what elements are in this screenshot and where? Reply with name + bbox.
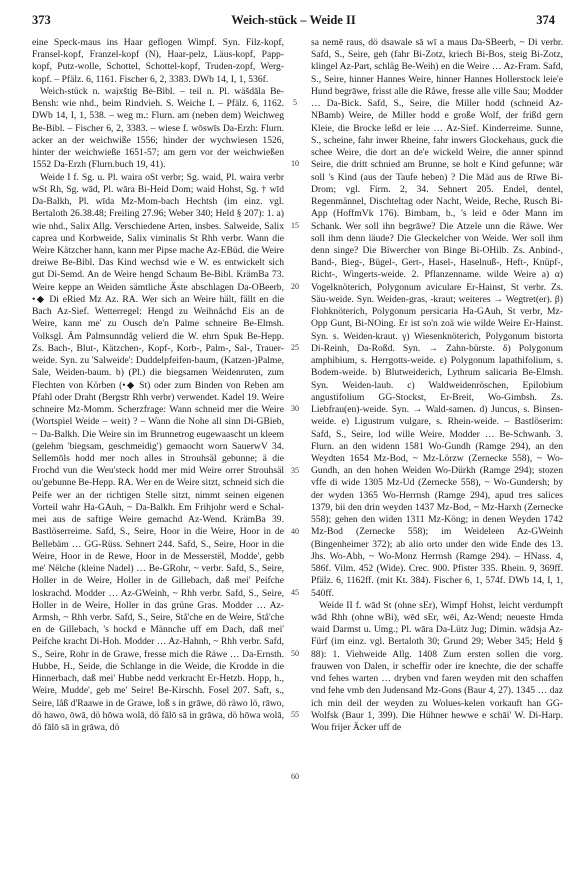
right-column bbox=[311, 37, 563, 734]
header-title: Weich-stück – Weide II bbox=[231, 13, 356, 27]
running-header bbox=[32, 13, 555, 29]
entry-paragraph: Weide II f. wād St (ohne sEr), Wimpf Hohst, leicht verdumpft wād Rhh (ohne wBi), wēd sEr, wēi, Az-Wend; neueste Hmda waid Darmst u. Umg.; Pl. wāra Da-Lütz Jug; Dimin. wādsja Az-Fürf (im einz. vgl. Bertaloth 30; Grund 29; Weber 345; Held § 88): 1. Viehweide Allg. 1408 Zum ersten sollen die vorg. frauwen von Dalen, ir scheffir oder ire knechte, die der schaffe vnd fehes warten … dryben vnd faren weyden mit den schaffen vnd fehe vmb den Judensand Mz-Gons (Baur 4, 27). 1345 … daz ich min deil der weyden zu Wolues-kelen vorkauft han GG-Wolfsk (Baur 1, 399). Die Hühner hewwe e schāi' W. Di-Harp. Wou frijer Äcker uff de bbox=[311, 599, 563, 734]
entry-paragraph: Weich-stück n. waịxštig Be-Bibl. – teil n. Pl. wäšdăla Be-Bensh: wie nhd., beim Rindvieh. S. Weiche I. – Pfälz. 6, 1162. DWb 14, I, 1, 538. – weg m.: Flurn. am (neben dem) Weichweg Be-Bibl. – Fischer 6, 2, 3383. – wiese f. wōswīs Da-Erzh: Flurn. acker an der weichwiße 1556; hinder der wychwiesen 1526, hinter der weichwieße 1651-57; am gern vor der weichwießen 1552 Da-Erzh (Flurn.buch 19, 41). bbox=[32, 85, 284, 171]
line-number: 50 bbox=[291, 649, 299, 658]
entry-paragraph: sa nemē raus, dö dsawale sā wī a maus Da-SBeerb, ~ Di verbr. Safd, S., Seire, geh (fahr Bi-Zotz, kriech Bi-Bos, steig Bi-Zotz, klingel Az-Part, schläg Be-Weih) en die Weire … Az-Fram. Safd, S., Seire, hinner Hannes Weire, hinner Hannes Hollerstock leie'e Hund begrāwe, frisst alle die Råwe, fresse alle ville Sau; Modder … Da-Bick. Safd, S., Seire, die Miller hodd (schneid Az-NBamb) Weire, de Miller hodd e große Wolf, der frißd gern Kleie, die Brocke leßd er leie … Az-Sief. Kinderreime. Sunne, S., scheine, fahr inwer Rheine, fahr inwers Glockehaus, guck die schee Weire, die dort an de'e wickeld Weire, die anner spinnd Seire, die dritt schnied am Brunne, se holt e Kind gefunne; wār soll 's Kind (aus der Taufe heben) ? Die Mäd aus de Rīwe Bi-Drom; vgl. Firm. 2, 34. Sehnert 205. Endel, dentel, Regenmännel, Dischteltag oder Nacht, Weide, Reche, Rusch Bi-App (HoffmVk 176). Bimbam, b., 's leid e ōder Mann im Schank. Wer soll ihn begrāwe? Die Atzele unn die Räwe. Wer soll ihm denn läude? Die Gleckelcher von Weide. Wer soll ihm denn singe? Die Bïwercher von Binge Bi-OHilb. Zs. Anbind-, Band-, Bieg-, Bügel-, Gert-, Hasel-, Haselnuß-, Heft-, Knüpf-, Richt-, Wingerts-weide. 2. Pflanzenname. wilde Weire a) α) Vogelknöterich, Polygonum aviculare Er-Hainst, St verbr. Zs. Säu-weide. Syn. Weiden-gras, -kraut; weiteres → Wegtret(er). β) Flohknöterich, Polygonum persicaria Ha-GAuh, St verbr, Mz-Opp Gunt, Bi-NOing. Er ist so'n zoä wie wilde Weire Er-Hainst. Syn. s. Weiden-kraut. γ) Wiesenknöterich, Polygonum bistorta Di-Reinh, Da-Roßd. Syn. → Zahn-bürste. δ) Polygonum amphibium, s. Herrgotts-weide. ε) Polygonum lapathifolium, s. Bodem-weide. b) Blutweiderich, Lythrum salicaria Be-Elmsh. Syn. Weiden-laub. c) Waldweidenröschen, Epilobium angustifolium GG-Stockst, Er-Breit, Wo-Gimbsh. Zs. Liebfrau(en)-weide. Syn. → Wald-samen. d) Juncus, s. Binsen-weide. e) Ligustrum vulgare, s. Rhein-weide. – Bastlöserim: Safd, S., Seire, lod wille Weire. Modder … Be-Schwanh. 3. Flurn. an den widenn 1581 Wo-Gundh (Ramge 294), an den Weydten 1654 Mz-Bod, ~ Mz-Lörzw (Zernecke 558), ~ Wo-Gundh, an den hohen Weiden Wo-Dürkh (Ramge 294); stozen vffe di wide 1305 Mz-Ud (Zernecke 558), ~ Wo-Gundersh; by der wyden 1365 Wo-Herrnsh (Ramge 294), apud tres salices 1379, bii den drin weyden 1437 Mz-Bod, ~ Mz-Harxh (Zernecke 558); gehen den widen 1311 Mz-Köng; in denen Weyden 1742 Mz-Bod (Zernecke 558); im Weideleen Az-GWeinh (Bingenheimer 372); ab alio orto under den wide Ende des 13. Jhs. Wo-Abh, ~ Wo-Monz Herrnsh (Ramge 294). – HNass. 4, 586f. Vilm. 452 (Wide). Crec. 900. Pfister 335. Rhein. 9, 369ff. Pfälz. 6, 1162ff. (mit Kt. 384). Fischer 6, 1, 574f. DWb 14, I, 1, 540ff. bbox=[311, 37, 563, 599]
line-number: 20 bbox=[291, 282, 299, 291]
line-number: 10 bbox=[291, 159, 299, 168]
entry-paragraph: Weide I f. Sg. u. Pl. waira oSt verbr; Sg. waid, Pl. waira verbr wSt Rh, Sg. wād, Pl. wāra Bi-Heid Dom; waid Hohst, Sg. † wīd Da-Balkh, Pl. wīda Mz-Mom-bach Hechtsh (im einz. vgl. Bertaloth 26.38.48; Freiling 27.96; Weber 340; Held § 207): 1. a) wie nhd., Salix Allg. Verschiedene Arten, insbes. Salweide, Salix caprea und Korbweide, Salix viminalis St Rhh verbr. Wann die Weire Kätzcher hann, kann mer Pipse mache Az-EBüd. die Weire dreiwe Be-Bibl. Das Kind wechsd wie e W. es entwickelt sich gut Di-Semd. An de Weire hengd Schaum Be-Bibl. KrämBa 73. Weire keppe an Weiden sämtliche Äste abschlagen Da-OBeerb, •◆ Di eRied Mz Az. RA. Wer sich an Weire hält, fällt en die Bach Az-Sief. Wetterregel: Hengd zu Weihnåchd Eis an de Weire, kann me' zu Ousch de'n Palme schneire Be-Elmsh. Volksgl. Äm Palmsunndåg velierd die W. ehrn Spuk Be-Hepp. Zs. Bach-, Blut-, Kätzchen-, Kopf-, Korb-, Palm-, Sal-, Trauer-weide. Syn. zu 'Salweide': Duddelpfeifen-baum, (Katzen-)Palme, Sale, Weiden-baum. b) (Pl.) die biegsamen Weidenruten, zum Flechten von Körben (•◆ St) oder zum Binden von Reben am Pfahl oder Draht (Bergstr Rhh verbr) verwendet. Kadel 19. Weire schneire Mz-Momm. Scherzfrage: Wann schneid mer die Weire (Wortspiel Weide – weit) ? – Wann die Nohe all sinn Di-GBieb, ~ Da-Balkh. Die Weire sin im Brunnetrog eugewaascht un kleem (gelehm 'biegsam, geschmeidig') gemaocht worn SauerwV 34. Sellemōls hodd mer noch alles in Strouhsäl gebunne; ä die Frochd vun die Weu'steck hodd mer mid Weire orrer Strouhsäl ou'gebunne Be-Hepp. RA. Wer en de Weire sitzt, schneid sich die Peife wer an der richtigen Stelle sitzt, nimmt seinen eigenen Vorteil wahr Ha-GAuh, ~ Da-Balkh. Em Frihjohr werd e Schal-mei aus de saftige Weire gemachd Az-Wend. KrämBa 39. Bastlöserreime. Safd, S., Seire, Hoor in die Weire, Hoor in de Bellebäm … GG-Rüss. Sehnert 244. Safd, S., Seire, Hoor in die Weire, Hoor in de Rewe, Hoor in de Messerstël, Modde', gebb me' Nëlche (kleine Nadel) … Be-GRohr, ~ verbr. Safd, S., Seire, Holler in de Weire, Holler in de Gillebach, daß mei' Peifche loskrachd. Modder … Az-GWeinh, ~ Rhh verbr. Safd, S., Seire, Holler in de Weire, Holler in das grüne Gras. Modder … Az-Armsh, ~ Rhh verbr. Safd, S., Seire, Stå'che en de Weire, Stå'che en de Gillebach, 's hockd e Männche uff em Dach, daß mei' Peifche kracht Di-Hoh. Modder … Az-Hahnh, ~ Rhh verbr. Safd, S., Seire, Rohr in de Grawe, fresse mich die Räwe … Da-Ernsth. Hubbe, H., Seide, die Schlange in die Weide, die Krodde in die Hinnerbach, daß mei' Hubbe nedd verkracht Er-Hetzb. Hopp, h., Weire, Mudde', geb me' Seire! Be-Kirschh. Fosel 207. Saft, s., Seire, låß d'Raawe in de Grawe, loß s in grāwe, dö räwo lö, rāwo, dö hawo, ōwā, dö hōwa wolā, dö fālō sā in grāwa, dö hōwa wolā, dö fālō sā in grāwa, dö bbox=[32, 171, 284, 734]
line-number: 15 bbox=[291, 221, 299, 230]
left-page-number: 373 bbox=[32, 13, 51, 27]
line-number: 30 bbox=[291, 404, 299, 413]
line-number: 35 bbox=[291, 466, 299, 475]
line-number: 5 bbox=[293, 98, 297, 107]
line-number: 45 bbox=[291, 588, 299, 597]
entry-paragraph: eine Speck-maus ins Haar geflogen Wimpf. Syn. Filz-kopf, Fransel-kopf, Franzel-kopf (N), Haar-pelz, Läus-kopf, Papp-kopf, Putz-wolle, Schottel, Schottel-kopf, Truden-zopf, Werg-kopf. – Pfälz. 6, 1161. Fischer 6, 2, 3383. DWb 14, I, 1, 536f. bbox=[32, 37, 284, 85]
line-number: 55 bbox=[291, 710, 299, 719]
left-column bbox=[32, 37, 284, 734]
right-page-number: 374 bbox=[536, 13, 555, 27]
line-number: 40 bbox=[291, 527, 299, 536]
line-number: 60 bbox=[291, 772, 299, 781]
line-number: 25 bbox=[291, 343, 299, 352]
